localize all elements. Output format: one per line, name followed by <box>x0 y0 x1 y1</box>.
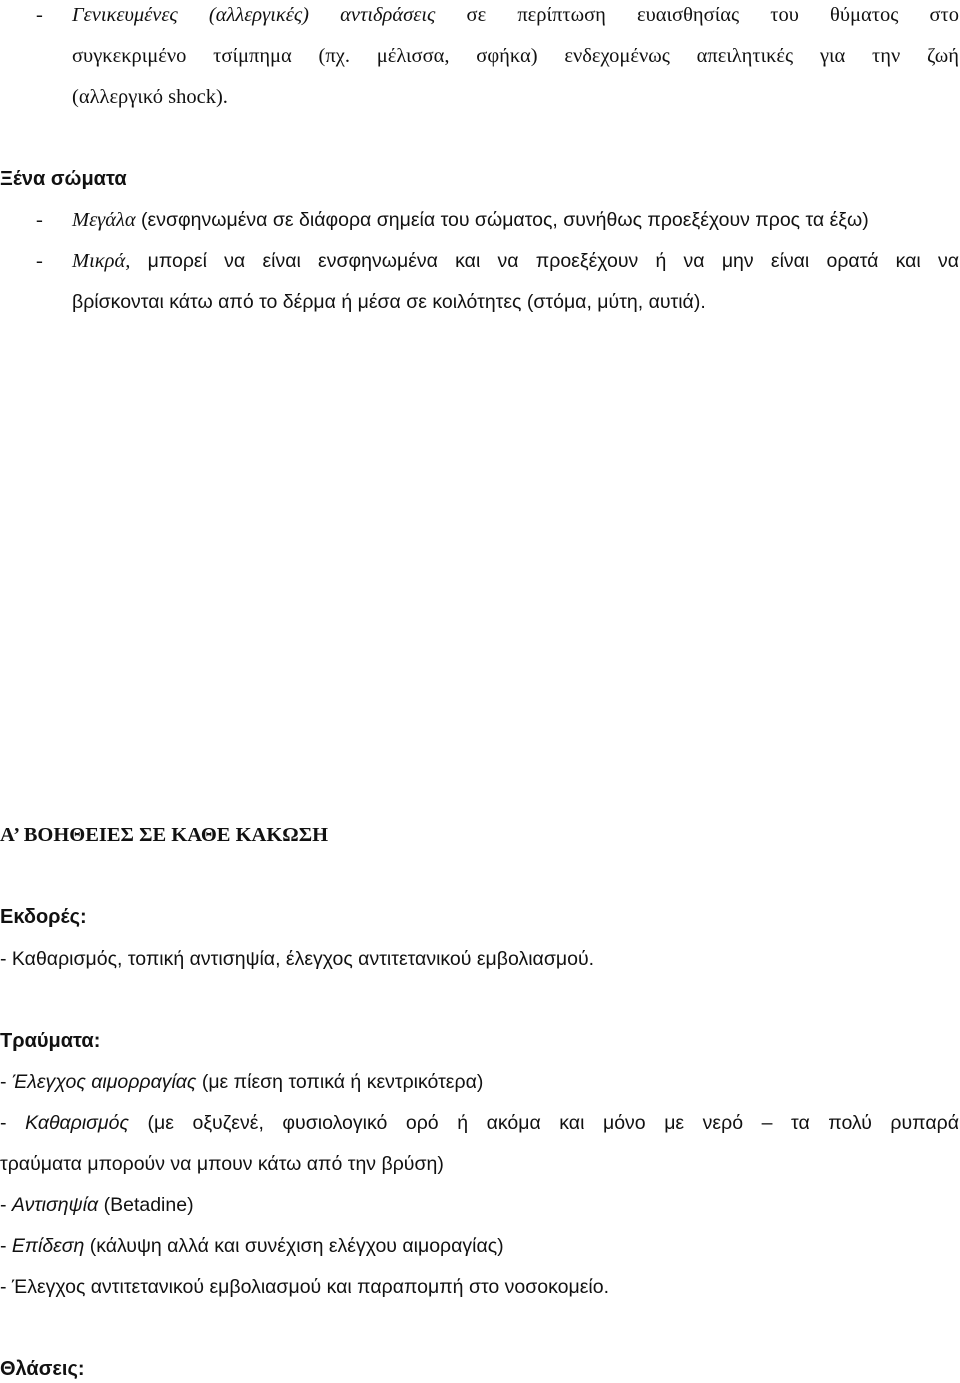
allergic-line-3: (αλλεργικό shock). <box>72 86 228 108</box>
wounds-item-antisepsis: - Αντισηψία (Betadine) <box>0 1194 194 1216</box>
foreign-small-item-line-1: Μικρά, μπορεί να είναι ενσφηνωμένα και να προεξέχουν ή να μην είναι ορατά και να <box>72 250 959 272</box>
wounds-item-bleeding: - Έλεγχος αιμορραγίας (με πίεση τοπικά ή κεντρικότερα) <box>0 1071 484 1093</box>
wounds-item-bandaging: - Επίδεση (κάλυψη αλλά και συνέχιση ελέγχου αιμοραγίας) <box>0 1235 504 1257</box>
foreign-large-item: Μεγάλα (ενσφηνωμένα σε διάφορα σημεία του σώματος, συνήθως προεξέχουν προς τα έξω) <box>72 209 869 231</box>
wounds-item-cleaning-line-2: τραύματα μπορούν να μπουν κάτω από την βρύση) <box>0 1153 444 1175</box>
bruises-title: Θλάσεις: <box>0 1358 85 1380</box>
abrasions-text: - Καθαρισμός, τοπική αντισηψία, έλεγχος αντιτετανικού εμβολιασμού. <box>0 948 595 970</box>
allergic-line-2: συγκεκριμένο τσίμπημα (πχ. μέλισσα, σφήκα) ενδεχομένως απειλητικές για την ζωή <box>72 45 959 67</box>
wounds-title: Τραύματα: <box>0 1030 101 1052</box>
wounds-item-cleaning-line-1: - Καθαρισμός (με οξυζενέ, φυσιολογικό ορό ή ακόμα και μόνο με νερό – τα πολύ ρυπαρά <box>0 1112 959 1134</box>
list-dash: - <box>36 4 43 26</box>
allergic-line-1: Γενικευμένες (αλλεργικές) αντιδράσεις σε περίπτωση ευαισθησίας του θύματος στο <box>72 4 960 26</box>
allergic-italic-term: Γενικευμένες (αλλεργικές) αντιδράσεις <box>72 4 436 26</box>
list-dash: - <box>36 209 43 231</box>
foreign-bodies-title: Ξένα σώματα <box>0 168 127 190</box>
foreign-small-item-line-2: βρίσκονται κάτω από το δέρμα ή μέσα σε κοιλότητες (στόμα, μύτη, αυτιά). <box>72 291 706 313</box>
list-dash: - <box>36 250 43 272</box>
wounds-item-tetanus: - Έλεγχος αντιτετανικού εμβολιασμού και παραπομπή στο νοσοκομείο. <box>0 1276 610 1298</box>
abrasions-title: Εκδορές: <box>0 906 87 928</box>
main-heading: Α’ ΒΟΗΘΕΙΕΣ ΣΕ ΚΑΘΕ ΚΑΚΩΣΗ <box>0 824 329 846</box>
